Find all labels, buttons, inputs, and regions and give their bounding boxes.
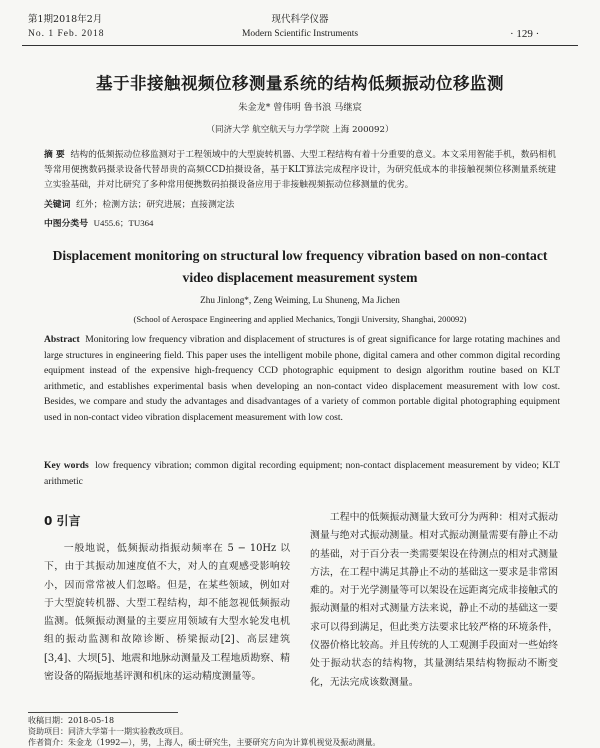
body-right-column: 工程中的低频振动测量大致可分为两种：相对式振动测量与绝对式振动测量。相对式振动测量需要有静止不动的基础，对于百分表一类需要架设在待测点的相对式测量方法，在工程中满足其静止不动的基础这一要求是非常困难的。对于光学测量等可以架设在远距离完成非接触式的振动测量的相对式测量方法来说，静止不动的基础这一要求可以得到满足，但此类方法要求比较严格的环境条件，仪器价格比较高。并且传统的人工观测手段面对一些始终处于振动状态的结构物，其量测结果结构物振动不断变化，无法完成该数测量。	[310, 512, 558, 688]
footnote-bio: 作者简介：朱金龙（1992—），男，上海人，硕士研究生，主要研究方向为计算机视觉及振动测量。	[28, 738, 381, 747]
keywords-cn	[44, 198, 556, 213]
authors-cn: 朱金龙* 曾伟明 鲁书浪 马继宸	[238, 102, 362, 113]
keywords-en-text: low frequency vibration; common digital recording equipment; non-contact displacement measurement by video; KLT arithmetic	[44, 460, 561, 487]
abstract-en	[44, 332, 560, 426]
keywords-cn-text: 红外；检测方法；研究进展；直接测定法	[76, 200, 235, 210]
page-number: · 129 ·	[510, 28, 540, 40]
title-cn: 基于非接触视频位移测量系统的结构低频振动位移监测	[96, 74, 504, 93]
abstract-en-text: Monitoring low frequency vibration and displacement of structures is of great significance for large rotating machines and large structures in engineering field. This paper uses the intelligent mobile phone, digital camera and other common digital recording equipment instead of the expensive high-frequency CCD photographic equipment to design algorithm routine based on KLT arithmetic, and establishes experimental basis when developing an non-contact video displacement measurement with low cost. Besides, we compare and study the advantages and disadvantages of a variety of common portable digital photographing equipment used in non-contact video vibration displacement measurement with low cost.	[44, 334, 560, 423]
clc-label: 中图分类号	[44, 219, 88, 229]
footnote-funding: 资助项目：同济大学第十一期实验教改项目。	[28, 727, 188, 736]
issue-cn: 第1期2018年2月	[28, 14, 103, 25]
keywords-en-label: Key words	[44, 460, 89, 471]
journal-en: Modern Scientific Instruments	[241, 29, 359, 39]
keywords-en	[44, 458, 560, 489]
header-rule	[22, 45, 578, 46]
section-heading: 0 引言	[44, 514, 81, 528]
issue-en: No. 1 Feb. 2018	[28, 29, 105, 39]
keywords-cn-label: 关键词	[44, 200, 71, 210]
title-en: Displacement monitoring on structural low frequency vibration based on non-contact video displacement measurement system	[52, 248, 548, 285]
journal-cn: 现代科学仪器	[271, 14, 329, 25]
abstract-en-label: Abstract	[44, 334, 80, 345]
abstract-cn-text: 结构的低频振动位移监测对于工程领域中的大型旋转机器、大型工程结构有着十分重要的意义。本文采用智能手机，数码相机等常用便携数码摄录设备代替昂贵的高频CCD拍摄设备，基于KLT算法完成程序设计，为研究低成本的非接触视频位移测量系统建立实验基础，并对比研究了多种常用便携数码拍摄设备应用于非接触视频振动位移测量的优劣。	[44, 150, 556, 190]
abstract-cn-label: 摘 要	[44, 150, 65, 160]
affiliation-cn: （同济大学 航空航天与力学学院 上海 200092）	[206, 125, 394, 135]
authors-en: Zhu Jinlong*, Zeng Weiming, Lu Shuneng, Ma Jichen	[200, 295, 400, 305]
affiliation-en: (School of Aerospace Engineering and applied Mechanics, Tongji University, Shanghai, 200092)	[133, 314, 467, 324]
footnote-received: 收稿日期：2018-05-18	[28, 716, 115, 725]
footnote-rule	[28, 712, 178, 713]
body-left-column: 一般地说，低频振动指振动频率在 5 − 10Hz 以下，由于其振动加速度值不大，对人的直观感受影响较小，因而常常被人们忽略。但是，在某些领域，例如对于大型旋转机器、大型工程结构，却不能忽视低频振动监测。低频振动测量的主要应用领域有大型水轮发电机组的振动监测和故障诊断、桥梁振动[2]、高层建筑[3,4]、大坝[5]、地震和地脉动测量及工程地质勘察、精密设备的隔振地基评测和机床的运动精度测量等。	[44, 543, 290, 683]
clc	[44, 216, 556, 232]
abstract-cn	[44, 148, 556, 193]
clc-text: U455.6；TU364	[93, 218, 154, 228]
